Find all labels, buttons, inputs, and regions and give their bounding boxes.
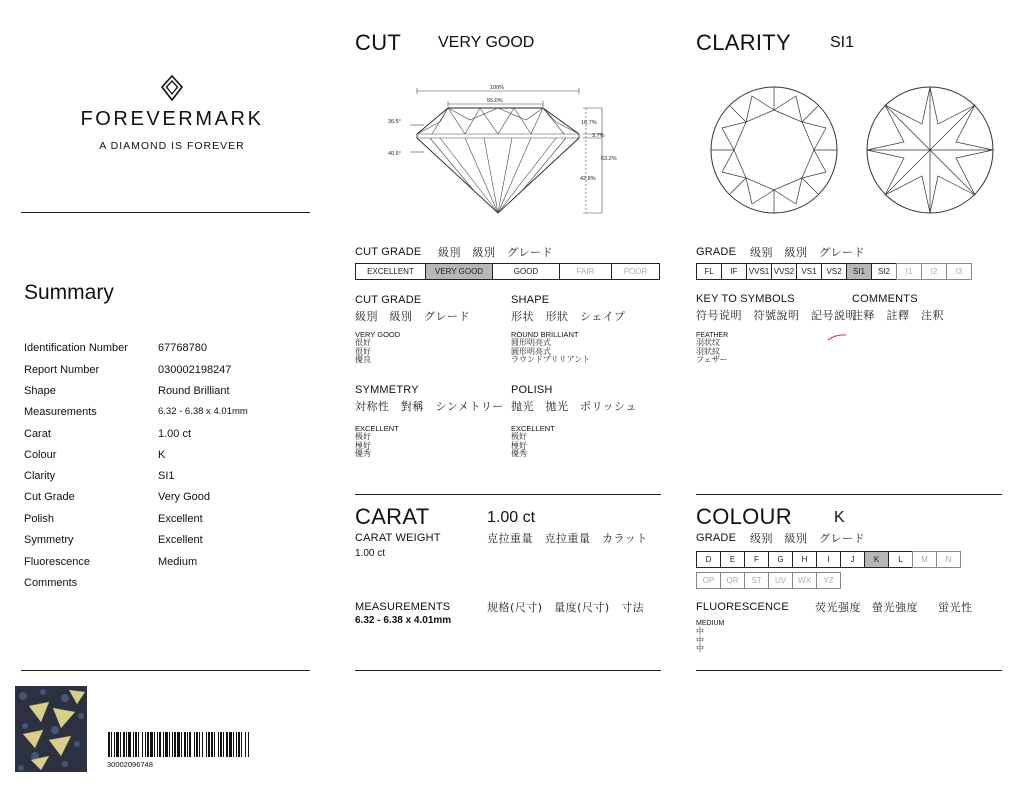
- fluorescence-label: FLUORESCENCE: [696, 601, 789, 613]
- barcode-bar: [165, 732, 168, 757]
- prop-pavilion-angle: 40.6°: [388, 151, 401, 157]
- polish-label: POLISH: [511, 384, 553, 396]
- carat-weight-value: 1.00 ct: [355, 548, 386, 559]
- barcode-bar: [220, 732, 222, 757]
- cut-scale-cell: POOR: [623, 267, 648, 276]
- colour-scale-cell: G: [768, 551, 793, 568]
- colour-scale-cell: N: [936, 551, 961, 568]
- cut-scale-cell: EXCELLENT: [356, 264, 426, 279]
- clarity-scale-cell: I2: [921, 263, 947, 280]
- barcode-bar: [214, 732, 215, 757]
- barcode-bar: [229, 732, 232, 757]
- cut-grade-sub-value: VERY GOOD: [355, 330, 401, 339]
- carat-weight-label: CARAT WEIGHT: [355, 532, 441, 544]
- clarity-crown-plot: [708, 84, 840, 216]
- barcode-bar: [120, 732, 121, 757]
- colour-grade-jp: 级别 級別 グレード: [750, 532, 865, 545]
- summary-label: Carat: [24, 428, 51, 440]
- barcode-bar: [184, 732, 186, 757]
- barcode-number: 30002096748: [107, 760, 153, 769]
- polish-value-jp: 极好 極好 優秀: [511, 432, 527, 458]
- feather-symbol: [826, 332, 848, 342]
- barcode-bar: [218, 732, 219, 757]
- barcode-bar: [208, 732, 210, 757]
- divider: [355, 670, 661, 671]
- cut-grade-label: CUT GRADE: [355, 246, 422, 258]
- prop-girdle: 3.7%: [592, 133, 605, 139]
- barcode-bar: [163, 732, 164, 757]
- cut-grade-sub-label: CUT GRADE: [355, 294, 422, 306]
- comments-label: COMMENTS: [852, 293, 918, 305]
- barcode-bar: [187, 732, 188, 757]
- prop-table: 55.0%: [487, 98, 503, 104]
- barcode: [107, 732, 309, 757]
- divider: [21, 212, 310, 213]
- summary-value: SI1: [158, 470, 175, 482]
- summary-value: 67768780: [158, 342, 207, 354]
- summary-value: Medium: [158, 556, 198, 568]
- measurements-value: 6.32 - 6.38 x 4.01mm: [355, 615, 452, 626]
- barcode-bar: [145, 732, 146, 757]
- barcode-bar: [206, 732, 207, 757]
- summary-label: Fluorescence: [24, 556, 91, 568]
- colour-scale-cell: J: [840, 551, 865, 568]
- colour-scale2-cell: YZ: [816, 572, 841, 589]
- summary-label: Symmetry: [24, 534, 74, 546]
- barcode-bar: [135, 732, 137, 757]
- colour-scale-cell: E: [720, 551, 745, 568]
- colour-grade-label: GRADE: [696, 532, 737, 544]
- summary-value: 1.00 ct: [158, 428, 192, 440]
- colour-scale-cell: K: [864, 551, 889, 568]
- clarity-scale-cell: IF: [721, 263, 747, 280]
- polish-jp: 抛光 拋光 ポリッシュ: [511, 400, 637, 413]
- barcode-bar: [123, 732, 125, 757]
- summary-label: Measurements: [24, 406, 97, 418]
- colour-scale2-cell: OP: [696, 572, 721, 589]
- summary-label: Polish: [24, 513, 54, 525]
- prop-crown-height: 16.7%: [581, 120, 597, 126]
- forevermark-icon: [160, 75, 184, 101]
- summary-label: Clarity: [24, 470, 56, 482]
- diamond-photo: [15, 686, 87, 772]
- divider: [696, 670, 1002, 671]
- barcode-bar: [241, 732, 242, 757]
- measurements-jp: 规格(尺寸) 量度(尺寸) 寸法: [487, 601, 645, 614]
- barcode-bar: [150, 732, 153, 757]
- barcode-bar: [248, 732, 249, 757]
- clarity-grade-jp: 级别 級別 グレード: [750, 246, 865, 259]
- brand-name: FOREVERMARK: [80, 108, 264, 130]
- barcode-bar: [202, 732, 203, 757]
- clarity-scale-cell: VS1: [796, 263, 822, 280]
- brand-tagline: A DIAMOND IS FOREVER: [99, 140, 245, 152]
- clarity-value: SI1: [830, 34, 855, 51]
- summary-label: Comments: [24, 577, 78, 589]
- cut-scale-cell: VERY GOOD: [426, 264, 493, 279]
- divider: [355, 494, 661, 495]
- divider: [696, 494, 1002, 495]
- barcode-bar: [194, 732, 195, 757]
- barcode-bar: [174, 732, 176, 757]
- barcode-bar: [142, 732, 143, 757]
- cut-title: CUT: [355, 30, 402, 55]
- summary-value: K: [158, 449, 166, 461]
- carat-weight-jp: 克拉重量 克拉重量 カラット: [487, 532, 648, 545]
- fluorescence-jp-3: 蛍光性: [938, 601, 973, 614]
- comments-jp: 注释 註釋 注釈: [852, 309, 944, 322]
- colour-grade-scale: [696, 551, 960, 568]
- barcode-bar: [238, 732, 240, 757]
- clarity-scale-cell: I1: [896, 263, 922, 280]
- barcode-bar: [223, 732, 224, 757]
- barcode-bar: [108, 732, 110, 757]
- barcode-bar: [199, 732, 200, 757]
- barcode-bar: [157, 732, 158, 757]
- summary-value: Excellent: [158, 513, 203, 525]
- barcode-bar: [233, 732, 234, 757]
- barcode-bar: [147, 732, 149, 757]
- clarity-scale-cell: VVS1: [746, 263, 772, 280]
- barcode-bar: [126, 732, 127, 757]
- colour-scale-cell: L: [888, 551, 913, 568]
- summary-title: Summary: [24, 281, 114, 304]
- summary-label: Report Number: [24, 364, 100, 376]
- barcode-bar: [116, 732, 119, 757]
- barcode-bar: [128, 732, 131, 757]
- clarity-pavilion-plot: [864, 84, 996, 216]
- cut-grade-jp: 級別 級別 グレード: [438, 246, 553, 259]
- key-symbols-value-jp: 羽状纹 羽狀紋 フェザー: [696, 338, 728, 364]
- barcode-bar: [196, 732, 198, 757]
- cut-grade-sub-jp: 級別 級別 グレード: [355, 310, 470, 323]
- barcode-bar: [177, 732, 180, 757]
- colour-scale-cell: D: [696, 551, 721, 568]
- summary-value: 6.32 - 6.38 x 4.01mm: [158, 406, 248, 417]
- barcode-bar: [189, 732, 191, 757]
- clarity-grade-label: GRADE: [696, 246, 737, 258]
- fluorescence-jp-2: 螢光強度: [872, 601, 918, 614]
- clarity-scale-cell: VS2: [821, 263, 847, 280]
- summary-label: Identification Number: [24, 342, 128, 354]
- cut-grade-scale: [355, 263, 660, 280]
- colour-grade-scale-ext: [696, 572, 840, 589]
- prop-pavilion-depth: 42.8%: [580, 176, 596, 182]
- shape-jp: 形状 形狀 シェイプ: [511, 310, 626, 323]
- measurements-label: MEASUREMENTS: [355, 601, 451, 613]
- polish-value: EXCELLENT: [511, 424, 555, 433]
- barcode-bar: [154, 732, 155, 757]
- colour-scale-cell: I: [816, 551, 841, 568]
- shape-label: SHAPE: [511, 294, 550, 306]
- summary-label: Cut Grade: [24, 491, 75, 503]
- colour-scale2-cell: ST: [744, 572, 769, 589]
- colour-scale-cell: F: [744, 551, 769, 568]
- barcode-bar: [133, 732, 134, 757]
- clarity-scale-cell: I3: [946, 263, 972, 280]
- summary-value: Excellent: [158, 534, 203, 546]
- symmetry-value-jp: 极好 極好 優秀: [355, 432, 371, 458]
- summary-value: 030002198247: [158, 364, 232, 376]
- colour-scale2-cell: QR: [720, 572, 745, 589]
- clarity-scale-cell: SI2: [871, 263, 897, 280]
- colour-title: COLOUR: [696, 504, 792, 529]
- barcode-bar: [245, 732, 246, 757]
- prop-crown-angle: 36.5°: [388, 119, 401, 125]
- clarity-scale-cell: FL: [696, 263, 722, 280]
- key-symbols-label: KEY TO SYMBOLS: [696, 293, 795, 305]
- summary-value: Round Brilliant: [158, 385, 230, 397]
- barcode-bar: [159, 732, 161, 757]
- barcode-bar: [172, 732, 173, 757]
- fluorescence-value-jp: 中 中 中: [696, 627, 704, 653]
- clarity-grade-scale: [696, 263, 971, 280]
- summary-label: Colour: [24, 449, 57, 461]
- colour-value: K: [834, 509, 845, 526]
- barcode-bar: [169, 732, 170, 757]
- shape-value: ROUND BRILLIANT: [511, 330, 579, 339]
- barcode-bar: [111, 732, 112, 757]
- barcode-bar: [226, 732, 228, 757]
- divider: [21, 670, 310, 671]
- symmetry-value: EXCELLENT: [355, 424, 399, 433]
- barcode-bar: [138, 732, 139, 757]
- cut-grade-sub-value-jp: 很好 很好 優良: [355, 338, 371, 364]
- cut-scale-cell: FAIR: [560, 264, 612, 279]
- colour-scale2-cell: UV: [768, 572, 793, 589]
- cut-value: VERY GOOD: [438, 34, 535, 51]
- barcode-bar: [236, 732, 237, 757]
- clarity-title: CLARITY: [696, 30, 792, 55]
- cut-scale-cell: GOOD: [493, 264, 560, 279]
- proportions-diagram: [380, 80, 620, 220]
- carat-value: 1.00 ct: [487, 509, 536, 526]
- colour-scale2-cell: WX: [792, 572, 817, 589]
- prop-total-depth: 63.2%: [601, 156, 617, 162]
- summary-label: Shape: [24, 385, 56, 397]
- fluorescence-jp-1: 荧光强度: [815, 601, 861, 614]
- summary-value: Very Good: [158, 491, 210, 503]
- clarity-scale-cell: VVS2: [771, 263, 797, 280]
- clarity-scale-cell: SI1: [846, 263, 872, 280]
- prop-table-top: 100%: [490, 85, 505, 91]
- symmetry-label: SYMMETRY: [355, 384, 419, 396]
- colour-scale-cell: M: [912, 551, 937, 568]
- barcode-bar: [114, 732, 115, 757]
- barcode-bar: [211, 732, 213, 757]
- key-symbols-value: FEATHER: [696, 332, 729, 339]
- colour-scale-cell: H: [792, 551, 817, 568]
- shape-value-jp: 圆形明亮式 圓形明亮式 ラウンドブリリアント: [511, 338, 591, 364]
- key-symbols-jp: 符号说明 符號說明 記号説明: [696, 309, 857, 322]
- fluorescence-value: MEDIUM: [696, 620, 725, 627]
- carat-title: CARAT: [355, 504, 430, 529]
- barcode-bar: [181, 732, 182, 757]
- symmetry-jp: 対称性 對稱 シンメトリー: [355, 400, 504, 413]
